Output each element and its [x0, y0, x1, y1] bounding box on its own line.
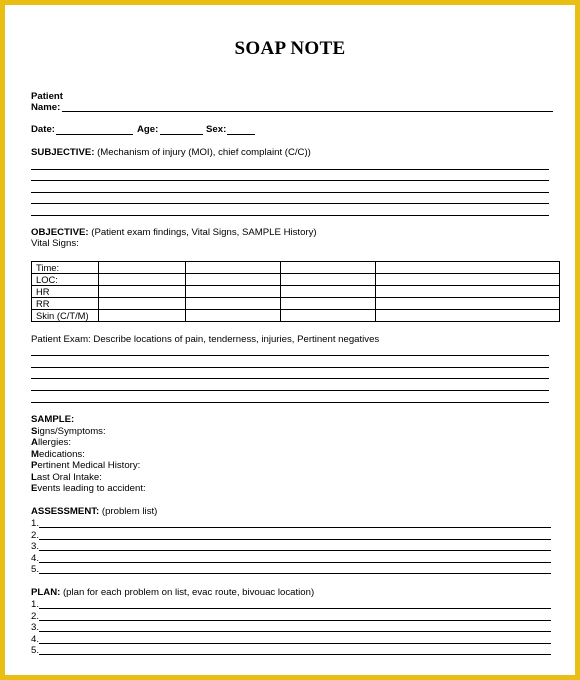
- table-row: [32, 274, 560, 286]
- patient-exam-line[interactable]: [31, 378, 549, 379]
- table-row: [32, 262, 560, 274]
- subjective-line[interactable]: [31, 192, 549, 193]
- assessment-line[interactable]: [39, 527, 551, 528]
- row-label: RR: [32, 298, 99, 310]
- subjective-line[interactable]: [31, 203, 549, 204]
- assessment-section: [31, 506, 157, 518]
- table-cell[interactable]: [186, 286, 281, 298]
- assessment-number: 5.: [31, 564, 40, 575]
- table-cell[interactable]: [376, 310, 560, 322]
- sample-text: llergies:: [37, 437, 71, 448]
- plan-description: (plan for each problem on list, evac route, bivouac location): [62, 587, 315, 598]
- table-cell[interactable]: [281, 262, 376, 274]
- table-cell[interactable]: [281, 274, 376, 286]
- plan-line[interactable]: [39, 608, 551, 609]
- subjective-line[interactable]: [31, 169, 549, 170]
- vital-signs-table: [31, 261, 560, 322]
- assessment-heading: ASSESSMENT:: [31, 506, 100, 517]
- vital-signs-label: Vital Signs:: [31, 238, 79, 249]
- subjective-heading: SUBJECTIVE:: [31, 147, 95, 158]
- plan-number: 5.: [31, 645, 40, 656]
- table-cell[interactable]: [376, 262, 560, 274]
- plan-heading: PLAN:: [31, 587, 61, 598]
- plan-section: [31, 587, 314, 599]
- assessment-number: 1.: [31, 518, 40, 529]
- row-label: LOC:: [32, 274, 99, 286]
- plan-line[interactable]: [39, 643, 551, 644]
- sample-letter: E: [31, 483, 38, 494]
- sample-item: [31, 449, 85, 461]
- sample-item: [31, 483, 146, 495]
- assessment-description: (problem list): [101, 506, 158, 517]
- assessment-line[interactable]: [39, 573, 551, 574]
- table-row: [32, 310, 560, 322]
- table-cell[interactable]: [99, 298, 186, 310]
- table-cell[interactable]: [376, 298, 560, 310]
- row-label: HR: [32, 286, 99, 298]
- sample-item: [31, 472, 102, 484]
- patient-exam-label: Patient Exam: Describe locations of pain, tenderness, injuries, Pertinent negatives: [31, 334, 380, 345]
- table-cell[interactable]: [186, 310, 281, 322]
- table-cell[interactable]: [99, 310, 186, 322]
- assessment-line[interactable]: [39, 562, 551, 563]
- subjective-description: (Mechanism of injury (MOI), chief complaint (C/C)): [97, 147, 311, 158]
- objective-description: (Patient exam findings, Vital Signs, SAMPLE History): [91, 227, 317, 238]
- sample-heading: SAMPLE:: [31, 414, 75, 425]
- assessment-line[interactable]: [39, 539, 551, 540]
- soap-note-page: [5, 5, 575, 675]
- name-field-line[interactable]: [62, 111, 553, 112]
- table-cell[interactable]: [376, 286, 560, 298]
- page-title: SOAP NOTE: [234, 38, 346, 59]
- sample-text: igns/Symptoms:: [37, 426, 106, 437]
- name-label: Name:: [31, 102, 61, 113]
- date-field-line[interactable]: [56, 134, 133, 135]
- patient-exam-line[interactable]: [31, 367, 549, 368]
- patient-exam-line[interactable]: [31, 355, 549, 356]
- table-cell[interactable]: [99, 274, 186, 286]
- table-cell[interactable]: [99, 262, 186, 274]
- patient-exam-line[interactable]: [31, 402, 549, 403]
- table-row: [32, 298, 560, 310]
- table-cell[interactable]: [99, 286, 186, 298]
- table-cell[interactable]: [186, 262, 281, 274]
- plan-number: 1.: [31, 599, 40, 610]
- patient-exam-line[interactable]: [31, 390, 549, 391]
- sample-text: vents leading to accident:: [37, 483, 146, 494]
- objective-heading: OBJECTIVE:: [31, 227, 89, 238]
- table-cell[interactable]: [281, 286, 376, 298]
- sex-field-line[interactable]: [227, 134, 255, 135]
- subjective-line[interactable]: [31, 215, 549, 216]
- objective-section: [31, 227, 317, 239]
- plan-line[interactable]: [39, 654, 551, 655]
- sample-item: [31, 426, 106, 438]
- sample-letter: A: [31, 437, 38, 448]
- table-cell[interactable]: [186, 274, 281, 286]
- sample-letter: P: [31, 460, 38, 471]
- table-cell[interactable]: [281, 310, 376, 322]
- plan-number: 3.: [31, 622, 40, 633]
- sample-letter: L: [31, 472, 37, 483]
- assessment-line[interactable]: [39, 550, 551, 551]
- subjective-line[interactable]: [31, 180, 549, 181]
- assessment-number: 3.: [31, 541, 40, 552]
- sex-label: Sex:: [206, 124, 227, 135]
- plan-line[interactable]: [39, 631, 551, 632]
- sample-item: [31, 460, 140, 472]
- sample-text: edications:: [39, 449, 85, 460]
- table-cell[interactable]: [376, 274, 560, 286]
- sample-letter: S: [31, 426, 38, 437]
- sample-text: ertinent Medical History:: [37, 460, 141, 471]
- plan-line[interactable]: [39, 620, 551, 621]
- age-label: Age:: [137, 124, 159, 135]
- table-row: [32, 286, 560, 298]
- patient-label: Patient: [31, 91, 63, 102]
- plan-number: 4.: [31, 634, 40, 645]
- plan-number: 2.: [31, 611, 40, 622]
- sample-text: ast Oral Intake:: [36, 472, 102, 483]
- sample-item: [31, 437, 71, 449]
- table-cell[interactable]: [281, 298, 376, 310]
- row-label: Skin (C/T/M): [32, 310, 99, 322]
- assessment-number: 4.: [31, 553, 40, 564]
- date-label: Date:: [31, 124, 55, 135]
- age-field-line[interactable]: [160, 134, 203, 135]
- subjective-section: [31, 147, 311, 159]
- assessment-number: 2.: [31, 530, 40, 541]
- table-cell[interactable]: [186, 298, 281, 310]
- sample-letter: M: [31, 449, 39, 460]
- row-label: Time:: [32, 262, 99, 274]
